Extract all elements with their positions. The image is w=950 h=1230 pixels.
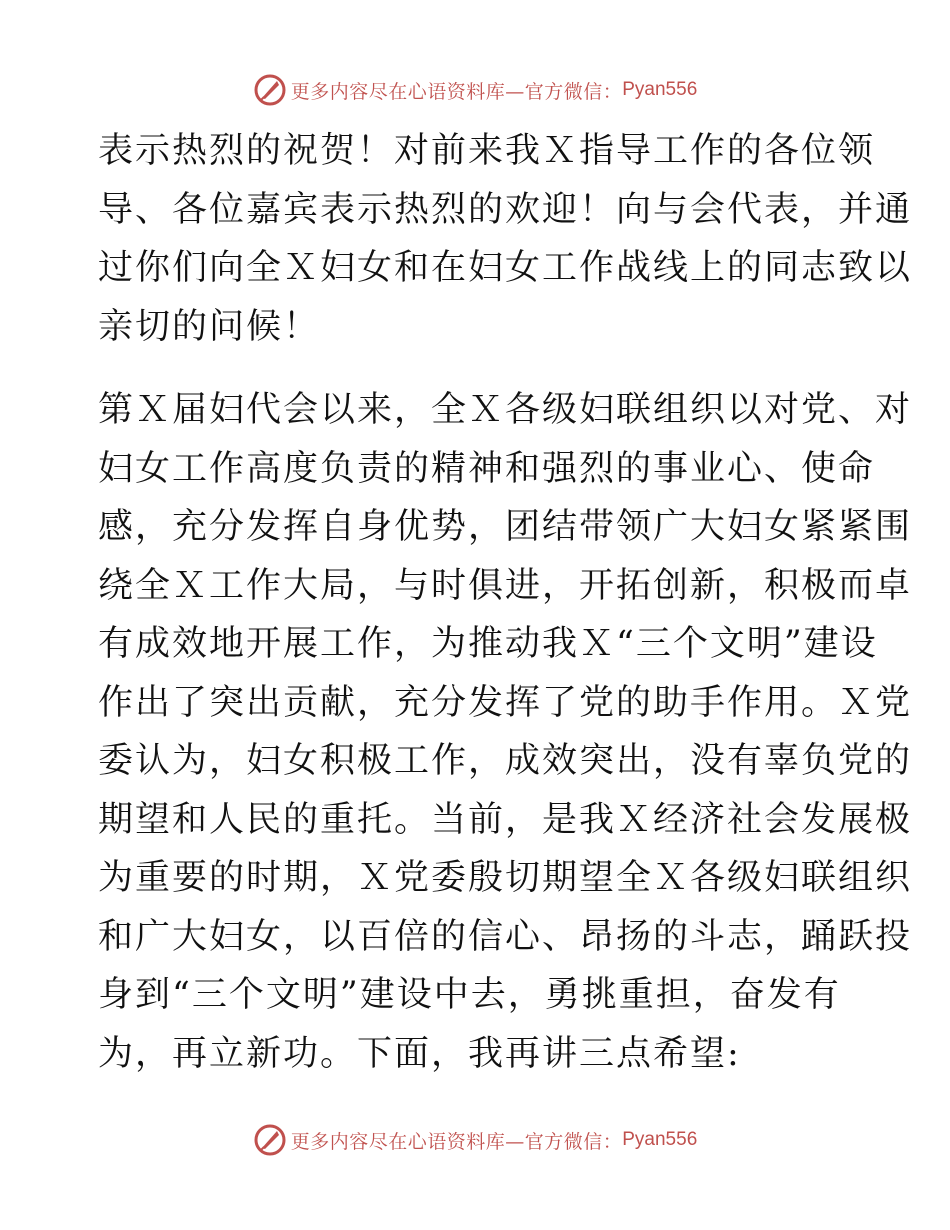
footer-banner: [0, 1120, 950, 1160]
body-line: 绕全Ｘ工作大局，与时俱进，开拓创新，积极而卓: [98, 565, 913, 606]
body-line: 委认为，妇女积极工作，成效突出，没有辜负党的: [98, 741, 913, 781]
body-line: 亲切的问候！: [98, 306, 321, 347]
feather-pen-logo-icon: [253, 1123, 287, 1157]
body-line: 导、各位嘉宾表示热烈的欢迎！向与会代表，并通: [98, 189, 913, 230]
body-line: 有成效地开展工作，为推动我Ｘ“三个文明”建设: [98, 624, 878, 664]
body-line: 第Ｘ届妇代会以来，全Ｘ各级妇联组织以对党、对: [98, 390, 913, 430]
body-line: 为，再立新功。下面，我再讲三点希望:: [98, 1033, 741, 1074]
header-banner: [0, 70, 950, 110]
body-line: 妇女工作高度负责的精神和强烈的事业心、使命: [98, 448, 876, 489]
body-line: 过你们向全Ｘ妇女和在妇女工作战线上的同志致以: [98, 248, 913, 288]
body-line: 期望和人民的重托。当前，是我Ｘ经济社会发展极: [98, 799, 913, 840]
footer-banner-text: 更多内容尽在心语资料库—官方微信：: [290, 1130, 623, 1153]
header-banner-contact: Pyan556: [622, 79, 698, 100]
body-line: 表示热烈的祝贺！对前来我Ｘ指导工作的各位领: [98, 131, 876, 171]
footer-banner-contact: Pyan556: [622, 1129, 698, 1150]
body-line: 为重要的时期，Ｘ党委殷切期望全Ｘ各级妇联组织: [98, 858, 913, 898]
body-line: 感，充分发挥自身优势，团结带领广大妇女紧紧围: [98, 507, 913, 547]
feather-pen-logo-icon: [253, 73, 287, 107]
body-line: 身到“三个文明”建设中去，勇挑重担，奋发有: [98, 975, 841, 1015]
body-line: 和广大妇女，以百倍的信心、昂扬的斗志，踊跃投: [98, 916, 913, 957]
body-line: 作出了突出贡献，充分发挥了党的助手作用。Ｘ党: [98, 682, 913, 723]
header-banner-text: 更多内容尽在心语资料库—官方微信：: [290, 80, 623, 103]
document-body: [98, 122, 913, 1083]
